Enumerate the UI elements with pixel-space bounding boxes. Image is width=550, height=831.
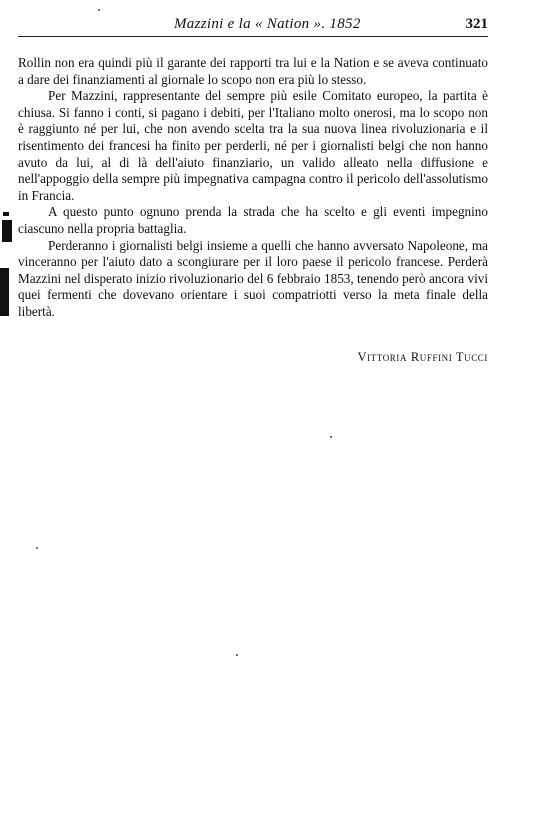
running-header bbox=[18, 16, 488, 38]
page-number: 321 bbox=[465, 16, 488, 32]
body-text bbox=[18, 55, 488, 321]
paragraph-3: A questo punto ognuno prenda la strada che ha scelto e gli eventi impegnino ciascuno nella propria battaglia. bbox=[18, 204, 488, 236]
scan-mark bbox=[2, 220, 12, 242]
scan-speck bbox=[98, 9, 100, 11]
author-signature: Vittoria Ruffini Tucci bbox=[357, 350, 488, 364]
running-title: Mazzini e la « Nation ». 1852 bbox=[174, 16, 361, 32]
paragraph-1: Rollin non era quindi più il garante dei rapporti tra lui e la Nation e se aveva continuato a dare dei finanziamenti al giornale lo scopo non era più lo stesso. bbox=[18, 55, 488, 87]
scan-speck bbox=[36, 547, 38, 549]
scan-mark bbox=[3, 212, 9, 216]
scan-speck bbox=[236, 654, 238, 656]
scan-speck bbox=[330, 436, 332, 438]
scan-mark bbox=[0, 268, 9, 316]
paragraph-2: Per Mazzini, rappresentante del sempre più esile Comitato europeo, la partita è chiusa. Si fanno i conti, si pagano i debiti, per l'Italiano molto onerosi, ma lo scopo non è raggiunto né per lui, che non avendo scelta tra la sua nuova linea rivoluzionaria e il risentimento dei francesi ha finito per perderli, né per i giornalisti belgi che non hanno avuto da lui, al di là dell'aiuto finanziario, un valido alleato nella diffusione e nell'appoggio della sempre più impegnativa campagna contro il pericolo dell'assolutismo in Francia. bbox=[18, 88, 488, 203]
header-rule bbox=[18, 36, 488, 37]
paragraph-4: Perderanno i giornalisti belgi insieme a quelli che hanno avversato Napoleone, ma vinceranno per l'aiuto dato a scongiurare per il loro paese il pericolo francese. Perderà Mazzini nel disperato inizio rivoluzionario del 6 febbraio 1853, tenendo però ancora vivi quei fermenti che dovevano orientare i suoi compatriotti verso la meta finale della libertà. bbox=[18, 237, 488, 319]
